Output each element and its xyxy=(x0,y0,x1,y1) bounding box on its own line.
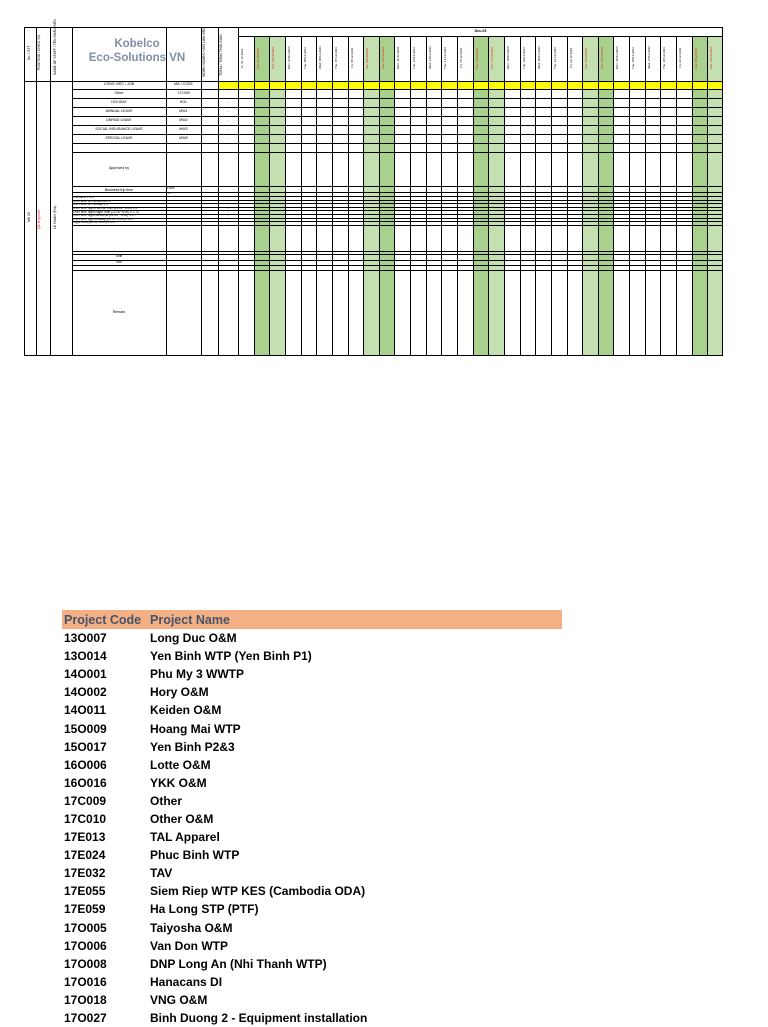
day-header xyxy=(335,39,347,77)
code-header: MÃ / CODE xyxy=(174,82,193,87)
project-name: TAV xyxy=(150,866,173,881)
project-code: 17E024 xyxy=(64,848,106,863)
day-label: Wed, 27/12.2023 xyxy=(646,46,651,70)
header-work-hours: WORK HOURS / GIỜ LÀM VIỆC xyxy=(202,27,206,77)
day-header xyxy=(570,39,582,77)
approved-by-label: Approved by xyxy=(108,166,130,171)
day-header xyxy=(601,39,613,77)
header-project-name: Project Name xyxy=(150,612,230,627)
day-label: Tue, 26/12.2023 xyxy=(631,47,636,69)
project-code: 17E055 xyxy=(64,884,106,899)
project-code-table xyxy=(62,610,562,1027)
day-header xyxy=(632,39,644,77)
project-code: 17O008 xyxy=(64,956,107,971)
day-header xyxy=(257,39,269,77)
project-table-header xyxy=(62,610,562,629)
project-code: 17O027 xyxy=(64,1011,107,1026)
project-name: Yen Binh P2&3 xyxy=(150,739,235,754)
day-label: Thu, 21.12.2023 xyxy=(552,47,557,69)
business-trip-from: From xyxy=(167,186,175,191)
day-header xyxy=(382,39,394,77)
day-header xyxy=(397,39,409,77)
job-row-label: SOCIAL INSURANCE LEAVE xyxy=(95,126,143,131)
remark-label: Remark xyxy=(112,310,126,315)
project-code: 17O018 xyxy=(64,992,107,1007)
project-row xyxy=(62,991,562,1009)
overtime-row-label: Over time on Holiday x 3 xyxy=(73,203,108,207)
day-header xyxy=(288,39,300,77)
project-code: 17E032 xyxy=(64,866,106,881)
project-code: 13O014 xyxy=(64,649,107,664)
business-trip-label: Business trip time xyxy=(104,188,134,193)
day-label: Thu, 07.12.2023 xyxy=(333,47,338,69)
day-label: Tue, 12/12.2023 xyxy=(412,47,417,69)
day-label: Tue, 05/12.2023 xyxy=(302,47,307,69)
day-header xyxy=(272,39,284,77)
job-row-label: ANNUAL LEAVE xyxy=(105,108,133,113)
job-row-code: MW5 xyxy=(179,135,188,140)
day-header xyxy=(351,39,363,77)
job-row-label: UNPAID LEAVE xyxy=(106,117,132,122)
job-row-total: - xyxy=(227,108,229,113)
project-name: Siem Riep WTP KES (Cambodia ODA) xyxy=(150,884,366,899)
project-row xyxy=(62,919,562,937)
overtime-row-label: Night Shift (22:00~6:00) x 0.3 xyxy=(73,221,115,225)
day-label: Sun, 31/12/2023 xyxy=(709,46,714,70)
day-header xyxy=(616,39,628,77)
day-label: Sun, 03/12/2023 xyxy=(271,46,276,70)
project-code: 17C010 xyxy=(64,811,107,826)
job-row-total: - xyxy=(227,135,229,140)
day-label: Fri, 22.12.2023 xyxy=(568,47,573,69)
project-name: Lotte O&M xyxy=(150,757,211,772)
project-row xyxy=(62,647,562,665)
job-row-code: HOL xyxy=(179,99,188,104)
project-name: Ha Long STP (PTF) xyxy=(150,902,259,917)
day-label: Sat, 30/12/2023 xyxy=(693,47,698,69)
day-header xyxy=(476,39,488,77)
project-code: 14O002 xyxy=(64,685,107,700)
day-header xyxy=(710,39,722,77)
project-name: Phu My 3 WWTP xyxy=(150,667,244,682)
header-project-code: Project Code xyxy=(64,612,142,627)
project-name: Van Don WTP xyxy=(150,938,228,953)
day-header xyxy=(538,39,550,77)
job-row-code: 17C009 xyxy=(177,90,190,95)
project-name: Binh Duong 2 - Equipment installation xyxy=(150,1011,368,1026)
project-name: Keiden O&M xyxy=(150,703,222,718)
day-header xyxy=(523,39,535,77)
day-label: Wed, 13/12.2023 xyxy=(427,46,432,70)
project-name: TAL Apparel xyxy=(150,830,220,845)
job-row-total: - xyxy=(227,99,229,104)
day-header xyxy=(319,39,331,77)
project-row xyxy=(62,683,562,701)
project-row xyxy=(62,756,562,774)
day-label: Mon, 25/12.2023 xyxy=(615,46,620,70)
overtime-row-label: Over time night Normal Shift (22:00~6:00) x 2 xyxy=(73,206,138,210)
day-label: Sat, 02/12/2023 xyxy=(255,47,260,69)
staff-no: MK 29 xyxy=(27,212,31,222)
project-code: 17C009 xyxy=(64,793,107,808)
day-label: Mon, 11/12.2023 xyxy=(396,46,401,70)
shift-label: Shift xyxy=(115,254,123,259)
staff-position: QC Engineer xyxy=(37,209,41,229)
project-row xyxy=(62,701,562,719)
project-name: Other O&M xyxy=(150,811,214,826)
project-row xyxy=(62,1009,562,1027)
project-name: Hory O&M xyxy=(150,685,209,700)
overtime-row-total: - xyxy=(227,196,229,200)
project-code: 15O009 xyxy=(64,721,107,736)
day-header xyxy=(679,39,691,77)
overtime-row-total: - xyxy=(227,206,229,210)
timesheet xyxy=(24,19,723,356)
day-label: Thu, 14.12.2023 xyxy=(443,47,448,69)
project-row xyxy=(62,719,562,737)
job-row-label: SPECIAL LEAVE xyxy=(105,135,133,140)
day-header xyxy=(241,39,253,77)
job-row-code: MW1 xyxy=(179,108,188,113)
overtime-row-label: Over time night weekend (22:00 ~6:00) x 2.7 xyxy=(73,214,136,218)
project-row xyxy=(62,846,562,864)
company-line1: Kobelco xyxy=(114,38,160,51)
day-label: Thu, 28.12.2023 xyxy=(662,47,667,69)
overtime-row-label: Overtime x 1.5 xyxy=(73,196,94,200)
day-header xyxy=(491,39,503,77)
overtime-row-total: - xyxy=(227,221,229,225)
project-name: Hoang Mai WTP xyxy=(150,721,241,736)
project-code: 14O011 xyxy=(64,703,107,718)
job-row-code: MW3 xyxy=(179,126,188,131)
project-row xyxy=(62,810,562,828)
project-row xyxy=(62,665,562,683)
company-logo-text xyxy=(72,27,202,77)
project-row xyxy=(62,828,562,846)
company-line2: Eco-Solutions VN xyxy=(88,52,186,64)
project-code: 17O016 xyxy=(64,974,107,989)
project-code: 17E059 xyxy=(64,902,106,917)
project-code: 16O006 xyxy=(64,757,107,772)
overtime-row-total: - xyxy=(227,210,229,214)
overtime-row-label: Over time on Weekend x 2 xyxy=(73,199,111,203)
overtime-row-total: - xyxy=(227,217,229,221)
project-row xyxy=(62,792,562,810)
day-header xyxy=(413,39,425,77)
header-position: POSITION / CHỨC VỤ xyxy=(37,35,41,71)
header-name: NAME OF STAFF / TÊN NHÂN VIÊN xyxy=(53,19,57,75)
day-label: Sat, 23/12/2023 xyxy=(584,47,589,69)
project-code: 17O006 xyxy=(64,938,107,953)
job-header: CÔNG VIỆC / JOB xyxy=(103,82,135,87)
job-row-code: MW2 xyxy=(179,117,188,122)
project-row xyxy=(62,629,562,647)
project-row xyxy=(62,937,562,955)
day-header xyxy=(554,39,566,77)
project-code: 16O016 xyxy=(64,775,107,790)
project-name: Other xyxy=(150,793,183,808)
day-header xyxy=(507,39,519,77)
project-row xyxy=(62,973,562,991)
job-row-label: HOLIDAY xyxy=(111,99,127,104)
day-label: Sun, 17/12/2023 xyxy=(490,46,495,70)
project-row xyxy=(62,774,562,792)
overtime-row-total: - xyxy=(227,214,229,218)
day-label: Fri, 08.12.2023 xyxy=(349,47,354,69)
day-label: Sat, 16/12/2023 xyxy=(474,47,479,69)
project-name: Yen Binh WTP (Yen Binh P1) xyxy=(150,649,312,664)
header-total: TOTAL / TỔNG THỜI GIAN xyxy=(219,34,223,76)
header-no: No. / STT xyxy=(27,45,31,61)
project-code: 15O017 xyxy=(64,739,107,754)
highlight-row xyxy=(218,81,723,89)
overtime-row-label: Over time night Night Shift (22:00~6:00) x 2.75 xyxy=(73,210,139,214)
project-row xyxy=(62,900,562,918)
day-label: Wed, 20/12.2023 xyxy=(537,46,542,70)
project-name: YKK O&M xyxy=(150,775,207,790)
project-code: 13O007 xyxy=(64,631,107,646)
overtime-row-total: - xyxy=(227,203,229,207)
project-row xyxy=(62,955,562,973)
day-header xyxy=(429,39,441,77)
day-header xyxy=(648,39,660,77)
day-header xyxy=(460,39,472,77)
day-label: Wed, 06/12.2023 xyxy=(318,46,323,70)
project-row xyxy=(62,864,562,882)
project-name: VNG O&M xyxy=(150,992,208,1007)
project-code: 17O005 xyxy=(64,920,107,935)
overtime-row-total: - xyxy=(227,199,229,203)
day-label: Mon, 04/12.2023 xyxy=(286,46,291,70)
project-code: 17E013 xyxy=(64,830,106,845)
day-label: Fri, 15.12.2023 xyxy=(459,47,464,69)
project-name: Long Duc O&M xyxy=(150,631,237,646)
day-header xyxy=(304,39,316,77)
day-header xyxy=(663,39,675,77)
staff-name: LE HUAN (Friz) xyxy=(53,205,57,229)
project-row xyxy=(62,738,562,756)
day-label: Fr, 01.12.2023 xyxy=(240,48,244,68)
day-label: Sun, 10/12/2023 xyxy=(380,46,385,70)
project-name: Taiyosha O&M xyxy=(150,920,233,935)
job-row-label: Other xyxy=(114,90,124,95)
day-header xyxy=(444,39,456,77)
day-label: Mon, 18/12.2023 xyxy=(505,46,510,70)
project-code: 14O001 xyxy=(64,667,107,682)
business-trip-to: To xyxy=(167,192,171,196)
day-header xyxy=(695,39,707,77)
day-label: Sun, 24/12/2023 xyxy=(599,46,604,70)
job-row-total: - xyxy=(227,126,229,131)
project-name: Phuc Binh WTP xyxy=(150,848,240,863)
job-row-total: - xyxy=(227,117,229,122)
day-header xyxy=(585,39,597,77)
site-label: Site xyxy=(116,260,122,264)
job-row-total: - xyxy=(227,90,229,95)
day-label: Sat, 09/12/2023 xyxy=(365,47,370,69)
project-name: Hanacans DI xyxy=(150,974,223,989)
day-label: Fri, 29.12.2023 xyxy=(678,47,683,69)
project-row xyxy=(62,882,562,900)
overtime-row-label: Over time night holiday (22:00~6:00) x 3.9 xyxy=(73,217,133,221)
project-name: DNP Long An (Nhi Thanh WTP) xyxy=(150,956,327,971)
day-header xyxy=(366,39,378,77)
month-label: Dec-03 xyxy=(474,28,487,33)
day-label: Tue, 19/12.2023 xyxy=(521,47,526,69)
